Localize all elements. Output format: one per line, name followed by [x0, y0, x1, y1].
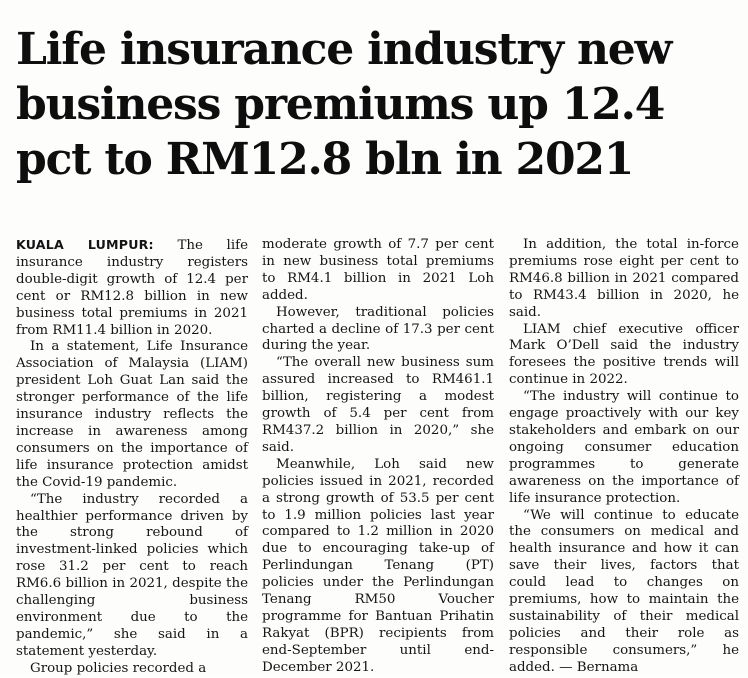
article-paragraph: [16, 237, 248, 339]
article-paragraph: In a statement, Life Insurance Association of Malaysia (LIAM) president Loh Guat Lan said the stronger performance of the life insurance industry reflects the increase in awareness among consumers on the importance of life insurance protection amidst the Covid-19 pandemic.: [16, 339, 248, 490]
article-paragraph: “The overall new business sum assured increased to RM461.1 billion, registering a modest growth of 5.4 per cent from RM437.2 billion in 2020,” she said.: [262, 355, 494, 455]
article-paragraph: “The industry recorded a healthier performance driven by the strong rebound of investment-linked policies which rose 31.2 per cent to reach RM6.6 billion in 2021, despite the challenging business environment due to the pandemic,” she said in a statement yesterday.: [16, 491, 248, 659]
article-paragraph: Meanwhile, Loh said new policies issued in 2021, recorded a strong growth of 53.5 per cent to 1.9 million policies last year compared to 1.2 million in 2020 due to encouraging take-up of Perlindungan Tenang (PT) policies under the Perlindungan Tenang RM50 Voucher programme for Bantuan Prihatin Rakyat (BPR) recipients from end-September until end-December 2021.: [262, 456, 494, 675]
headline-line: pct to RM12.8 bln in 2021: [16, 134, 634, 185]
paragraph-text: The life insurance industry registers double-digit growth of 12.4 per cent or RM12.8 billion in new business total premiums in 2021 from RM11.4 billion in 2020.: [16, 238, 249, 338]
headline-line: business premiums up 12.4: [16, 79, 665, 130]
article-paragraph: “We will continue to educate the consumers on medical and health insurance and how it can save their lives, factors that could lead to changes on premiums, how to maintain the sustainability of their medical policies and their role as responsible consumers,” he added. — Bernama: [509, 507, 739, 675]
headline-line: Life insurance industry new: [16, 24, 672, 75]
article-column-3: [509, 237, 739, 677]
article-paragraph: “The industry will continue to engage proactively with our key stakeholders and embark on our ongoing consumer education programmes to generate awareness on the importance of life insurance protection.: [509, 389, 739, 506]
article-paragraph: Group policies recorded a: [30, 660, 207, 676]
dateline: KUALA LUMPUR:: [16, 237, 154, 252]
headline: [16, 22, 736, 187]
article-column-1: [16, 237, 248, 678]
article-column-2: [262, 237, 494, 677]
article-paragraph: LIAM chief executive officer Mark O’Dell said the industry foresees the positive trends will continue in 2022.: [509, 321, 739, 388]
article-paragraph: moderate growth of 7.7 per cent in new business total premiums to RM4.1 billion in 2021 Loh added.: [262, 237, 494, 303]
article-paragraph: In addition, the total in-force premiums rose eight per cent to RM46.8 billion in 2021 compared to RM43.4 billion in 2020, he said.: [509, 237, 739, 320]
article-paragraph: However, traditional policies charted a decline of 17.3 per cent during the year.: [262, 304, 494, 354]
